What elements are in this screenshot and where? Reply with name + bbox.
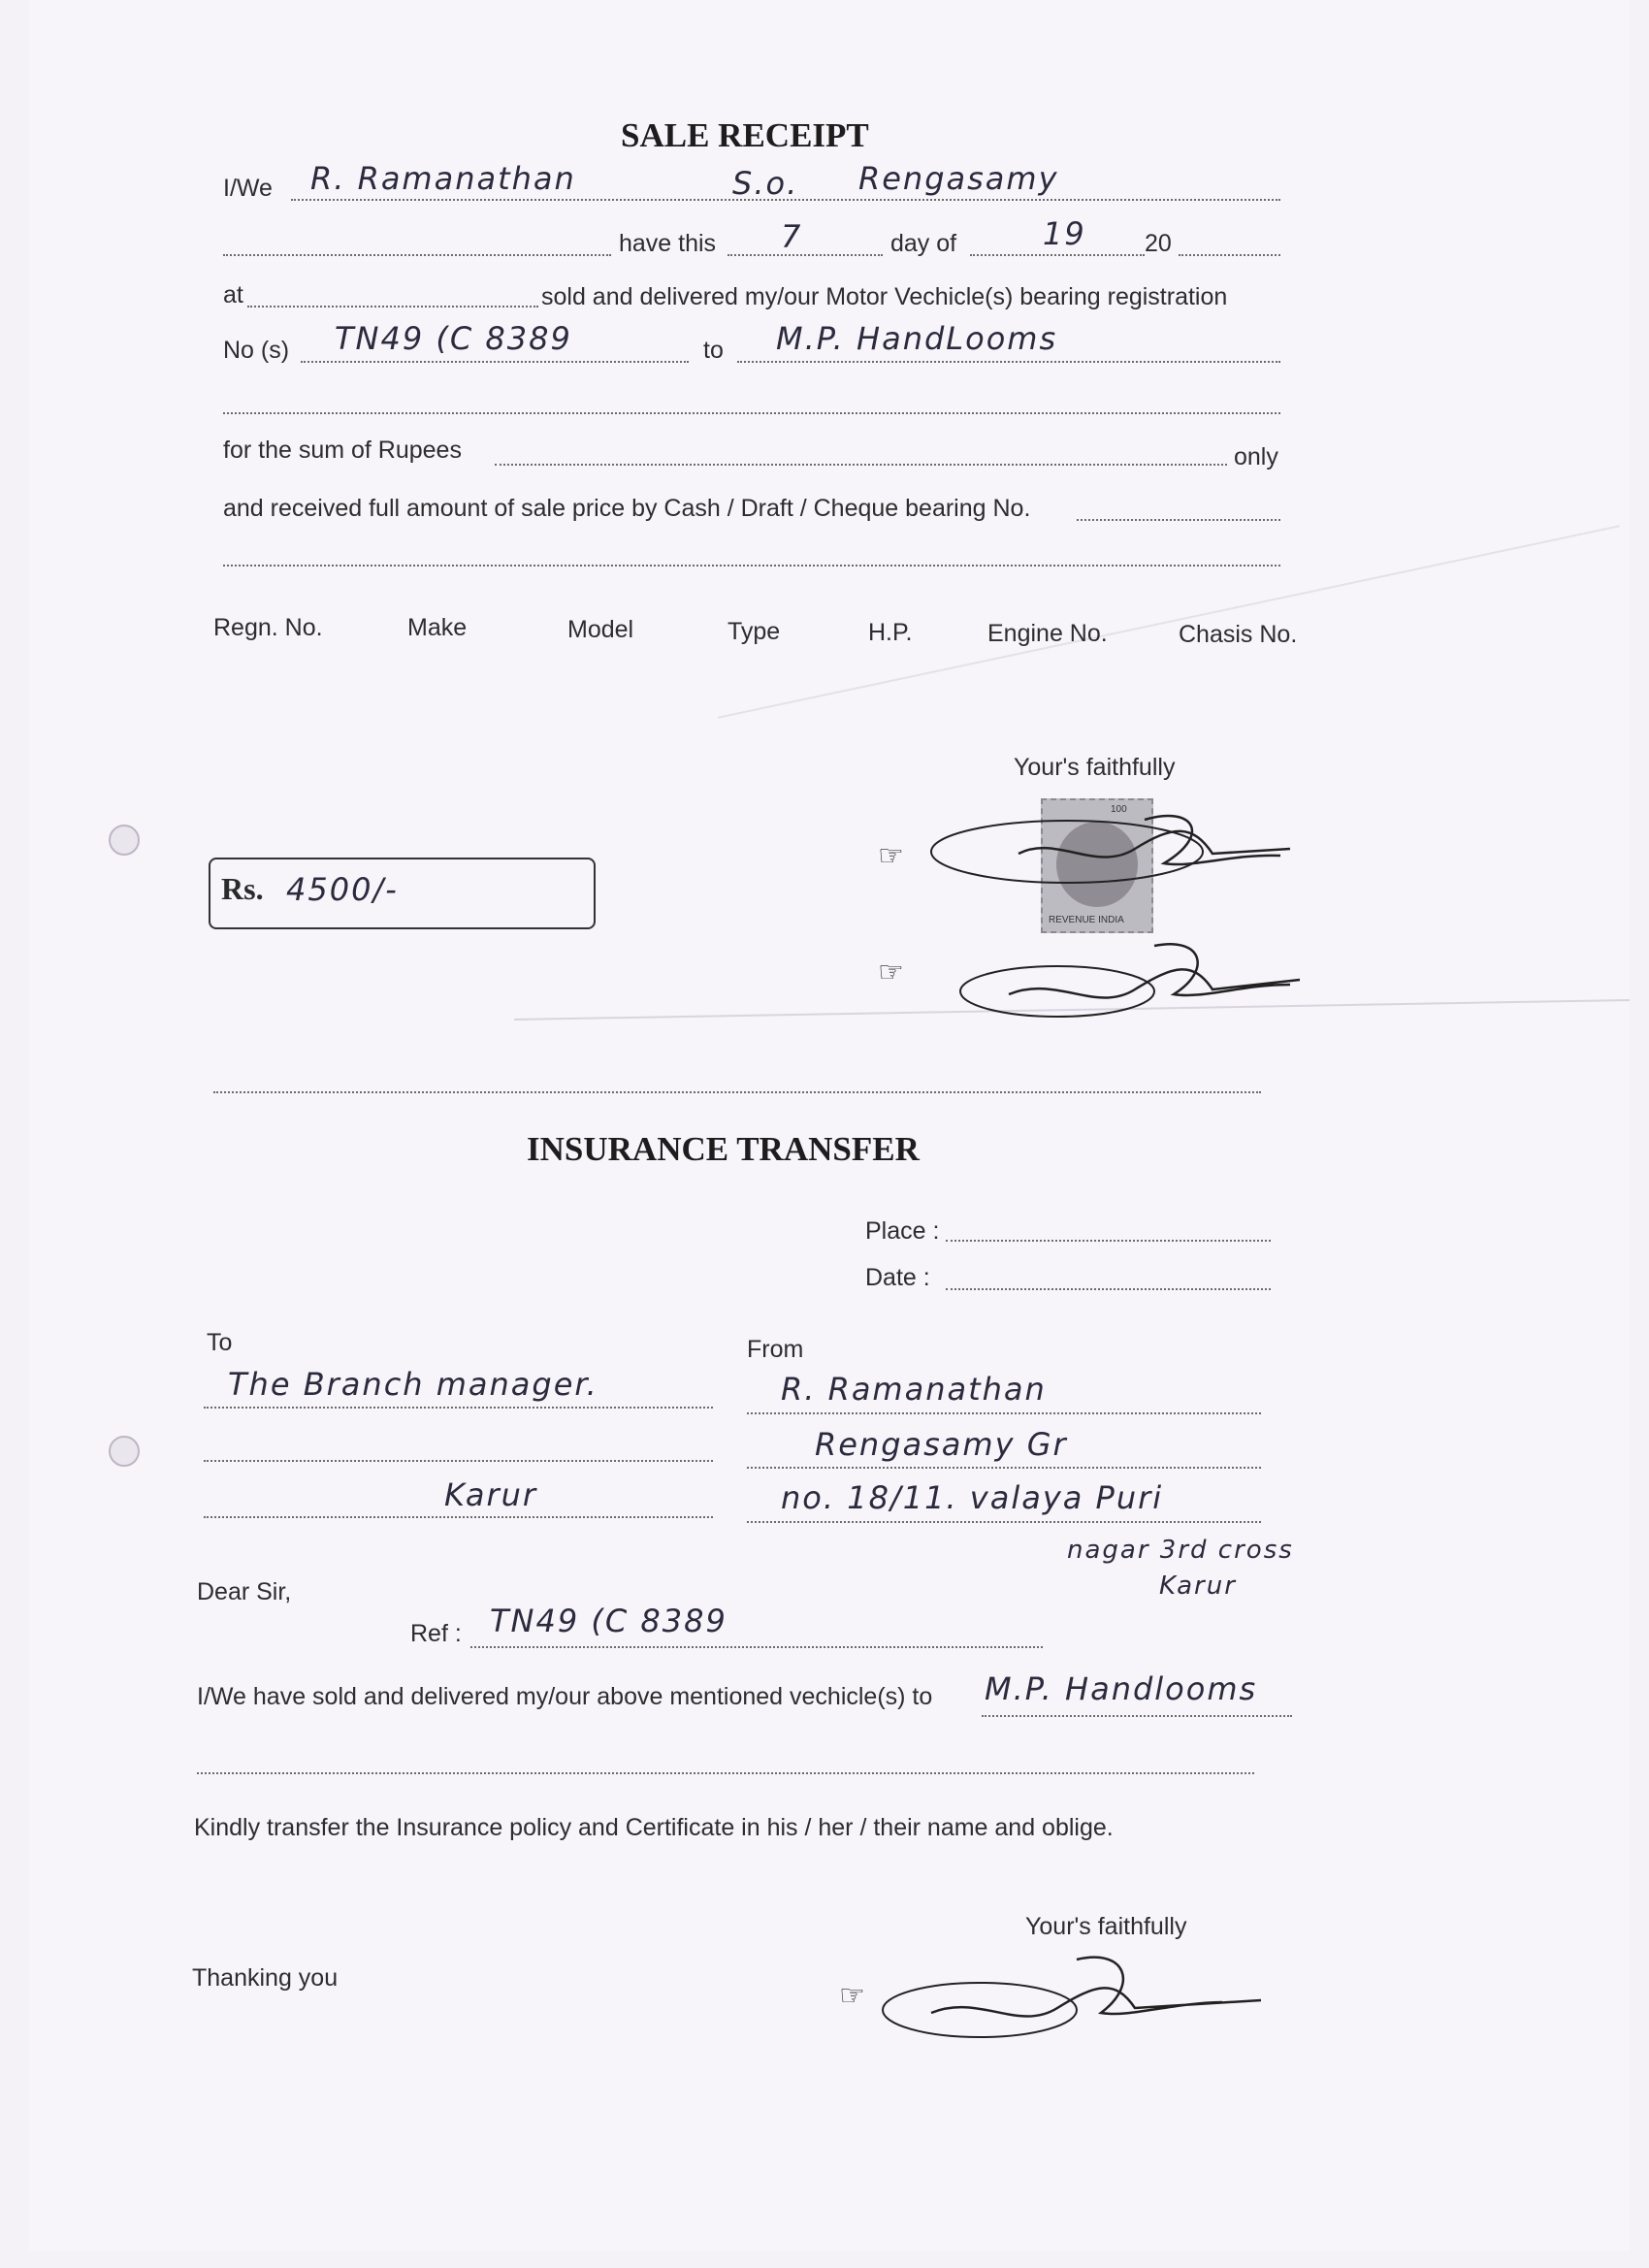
- only-label: only: [1234, 443, 1278, 470]
- at-line: [247, 306, 538, 308]
- blank-line-2: [223, 412, 1280, 414]
- year-prefix: 20: [1145, 230, 1172, 257]
- ref-label: Ref :: [410, 1620, 462, 1647]
- section-divider: [213, 1091, 1261, 1093]
- sold-text: sold and delivered my/our Motor Vechicle(s) bearing registration: [541, 283, 1228, 310]
- to-label: to: [703, 337, 724, 364]
- col-regn-no: Regn. No.: [213, 614, 323, 641]
- thanking-you: Thanking you: [192, 1964, 339, 1992]
- col-engine-no: Engine No.: [987, 620, 1108, 647]
- from-line2-text: Rengasamy Gr: [815, 1426, 1068, 1463]
- punch-hole-bottom: [109, 1436, 140, 1467]
- signature-1: [902, 795, 1310, 902]
- blank-line-4: [197, 1772, 1254, 1774]
- seller-name: R. Ramanathan: [310, 160, 576, 197]
- day-of-label: day of: [890, 230, 957, 257]
- father-name: Rengasamy: [858, 160, 1059, 197]
- date-label: Date :: [865, 1264, 930, 1291]
- blank-line-3: [223, 565, 1280, 567]
- col-chasis-no: Chasis No.: [1179, 621, 1298, 648]
- sum-line: [495, 464, 1227, 466]
- to-line1-text: The Branch manager.: [228, 1366, 598, 1403]
- place-label: Place :: [865, 1217, 940, 1245]
- sold-to-text: I/We have sold and delivered my/our above mentioned vechicle(s) to: [197, 1683, 933, 1710]
- rs-amount: 4500/-: [286, 871, 399, 908]
- so-label: S.o.: [732, 165, 799, 202]
- day-value: 7: [781, 218, 803, 255]
- no-s-label: No (s): [223, 337, 290, 364]
- year-line: [1179, 254, 1280, 256]
- col-hp: H.P.: [868, 619, 913, 646]
- pointing-hand-icon: ☞: [878, 840, 904, 872]
- signature-2: [951, 931, 1319, 1028]
- signature-3: [873, 1940, 1280, 2057]
- to-line3-text: Karur: [444, 1476, 538, 1513]
- from-line5-text: Karur: [1159, 1571, 1237, 1601]
- iwe-label: I/We: [223, 175, 273, 202]
- to-label: To: [207, 1329, 233, 1356]
- from-line4-text: nagar 3rd cross: [1067, 1536, 1294, 1565]
- have-this-label: have this: [619, 230, 717, 257]
- ref-line: [470, 1646, 1043, 1648]
- cheque-line: [1077, 519, 1280, 521]
- from-line1-text: R. Ramanathan: [781, 1371, 1047, 1408]
- to-line-2: [204, 1460, 713, 1462]
- revenue-stamp: 100 REVENUE INDIA: [1041, 798, 1153, 933]
- sold-to-value: M.P. Handlooms: [985, 1670, 1258, 1707]
- to-line-1: [204, 1407, 713, 1409]
- at-label: at: [223, 281, 243, 308]
- received-text: and received full amount of sale price by Cash / Draft / Cheque bearing No.: [223, 495, 1031, 522]
- col-model: Model: [567, 616, 634, 643]
- place-line: [946, 1240, 1271, 1242]
- to-line-3: [204, 1516, 713, 1518]
- from-line3-text: no. 18/11. valaya Puri: [781, 1479, 1164, 1516]
- day-line: [728, 254, 883, 256]
- from-line-3: [747, 1521, 1261, 1523]
- ref-value: TN49 (C 8389: [490, 1603, 728, 1639]
- from-line-1: [747, 1412, 1261, 1414]
- col-make: Make: [407, 614, 468, 641]
- date-line: [946, 1288, 1271, 1290]
- blank-line: [223, 254, 611, 256]
- sale-receipt-title: SALE RECEIPT: [621, 116, 869, 154]
- paper-crease: [718, 525, 1620, 718]
- sum-label: for the sum of Rupees: [223, 437, 462, 464]
- from-label: From: [747, 1336, 804, 1363]
- registration-no: TN49 (C 8389: [335, 320, 572, 357]
- month-value: 19: [1043, 215, 1086, 252]
- reg-line: [301, 361, 689, 363]
- pointing-hand-icon: ☞: [839, 1980, 865, 2012]
- yours-faithfully-1: Your's faithfully: [1014, 754, 1176, 781]
- kindly-text: Kindly transfer the Insurance policy and Certificate in his / her / their name and oblige.: [194, 1814, 1114, 1841]
- sold-to-line: [982, 1715, 1292, 1717]
- punch-hole-top: [109, 825, 140, 856]
- buyer-line: [737, 361, 1280, 363]
- month-line: [970, 254, 1145, 256]
- col-type: Type: [728, 618, 781, 645]
- dear-sir: Dear Sir,: [197, 1578, 292, 1605]
- amount-box: [209, 858, 596, 929]
- buyer-name: M.P. HandLooms: [776, 320, 1058, 357]
- yours-faithfully-2: Your's faithfully: [1025, 1913, 1187, 1940]
- rs-label: Rs.: [221, 871, 264, 906]
- from-line-2: [747, 1467, 1261, 1469]
- pointing-hand-icon: ☞: [878, 956, 904, 988]
- insurance-transfer-title: INSURANCE TRANSFER: [527, 1130, 920, 1168]
